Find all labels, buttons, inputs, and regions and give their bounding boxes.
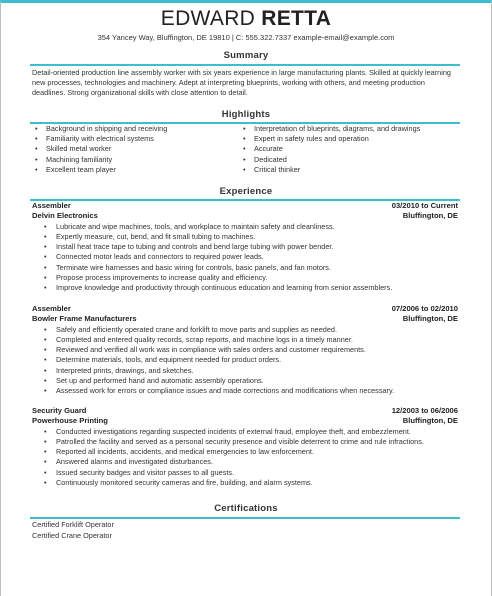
summary-text: Detail-oriented production line assembly worker with six years experience in large manufacturing plants. Skilled at quickly learning new processes, technologies and machinery. Adept at interpreting blueprints, working with others, and meeting production deadlines. Strong organizational skills with close attention to detail. xyxy=(32,68,451,98)
job-bullet: • Terminate wire harnesses and basic wiring for controls, basic panels, and fan motors. xyxy=(32,263,460,273)
job-title-row xyxy=(32,406,460,416)
job-role: Security Guard xyxy=(32,406,87,415)
highlight-item: • Excellent team player xyxy=(32,165,167,175)
job-bullet: • Completed and entered quality records, scrap reports, and machine logs in a timely manner. xyxy=(32,335,460,345)
highlight-item: • Machining familiarity xyxy=(32,155,167,165)
job-bullet: • Install heat trace tape to tubing and controls and bend large tubing with power bender. xyxy=(32,242,460,252)
job-bullet: • Connected motor leads and connectors to required power leads. xyxy=(32,252,460,262)
job-bullet: • Lubricate and wipe machines, tools, and workplace to maintain safety and cleanliness. xyxy=(32,222,460,232)
job-company: Powerhouse Printing xyxy=(32,416,108,425)
job-bullets xyxy=(32,222,460,293)
job-dates: 07/2006 to 02/2010 xyxy=(391,304,458,313)
highlight-item: • Background in shipping and receiving xyxy=(32,124,167,134)
job-title-row xyxy=(32,304,460,314)
highlight-item: • Dedicated xyxy=(240,155,420,165)
certification-item: Certified Crane Operator xyxy=(32,531,112,540)
highlights-left-list xyxy=(32,124,167,175)
contact-line: 354 Yancey Way, Bluffington, DE 19810 | C: 555.322.7337 example-email@example.com xyxy=(97,33,395,42)
job-location: Bluffington, DE xyxy=(402,211,458,220)
job-bullet: • Continuously monitored security cameras and fire, building, and alarm systems. xyxy=(32,478,460,488)
job-company-row xyxy=(32,416,460,426)
job-bullet: • Determine materials, tools, and equipment needed for product orders. xyxy=(32,355,460,365)
job-role: Assembler xyxy=(32,304,71,313)
job-bullets xyxy=(32,427,460,488)
job-role: Assembler xyxy=(32,201,71,210)
candidate-name xyxy=(0,7,492,31)
summary-heading: Summary xyxy=(223,50,269,61)
job-company-row xyxy=(32,211,460,221)
job-bullet: • Reviewed and verified all work was in compliance with sales orders and customer requirements. xyxy=(32,345,460,355)
last-name: RETTA xyxy=(261,7,332,30)
certifications-heading: Certifications xyxy=(214,503,278,514)
job-dates: 12/2003 to 06/2006 xyxy=(391,406,458,415)
highlight-item: • Critical thinker xyxy=(240,165,420,175)
job-title-row xyxy=(32,201,460,211)
job-bullets xyxy=(32,325,460,396)
job-bullet: • Answered alarms and investigated disturbances. xyxy=(32,457,460,467)
job-company-row xyxy=(32,314,460,324)
job-bullet: • Issued security badges and visitor passes to all guests. xyxy=(32,468,460,478)
job-bullet: • Propose process improvements to increase quality and efficiency. xyxy=(32,273,460,283)
job-bullet: • Reported all incidents, accidents, and medical emergencies to law enforcement. xyxy=(32,447,460,457)
highlight-item: • Accurate xyxy=(240,144,420,154)
summary-rule xyxy=(30,64,460,66)
job-bullet: • Conducted investigations regarding suspected incidents of external fraud, employee theft, and embezzlement. xyxy=(32,427,460,437)
job-dates: 03/2010 to Current xyxy=(391,201,458,210)
job-bullet: • Interpreted prints, drawings, and sketches. xyxy=(32,366,460,376)
job-location: Bluffington, DE xyxy=(402,416,458,425)
job-bullet: • Safely and efficiently operated crane and forklift to move parts and supplies as needed. xyxy=(32,325,460,335)
highlight-item: • Skilled metal worker xyxy=(32,144,167,154)
job-bullet: • Expertly measure, cut, bend, and fit small tubing to machines. xyxy=(32,232,460,242)
highlight-item: • Expert in safety rules and operation xyxy=(240,134,420,144)
job-bullet: • Patrolled the facility and served as a personal security presence and visible deterrent to crime and rule infractions. xyxy=(32,437,460,447)
certification-item: Certified Forklift Operator xyxy=(32,520,114,529)
job-company: Delvin Electronics xyxy=(32,211,98,220)
certifications-rule xyxy=(30,517,460,519)
job-bullet: • Assessed work for errors or compliance issues and made corrections and modifications when necessary. xyxy=(32,386,460,396)
highlight-item: • Familiarity with electrical systems xyxy=(32,134,167,144)
job-company: Bowler Frame Manufacturers xyxy=(32,314,137,323)
job-location: Bluffington, DE xyxy=(402,314,458,323)
experience-heading: Experience xyxy=(219,186,273,197)
highlights-heading: Highlights xyxy=(221,109,271,120)
job-bullet: • Set up and performed hand and automatic assembly operations. xyxy=(32,376,460,386)
first-name: EDWARD xyxy=(160,7,256,30)
highlights-right-list xyxy=(240,124,420,175)
highlight-item: • Interpretation of blueprints, diagrams, and drawings xyxy=(240,124,420,134)
job-bullet: • Improve knowledge and productivity through continuous education and learning from senior assemblers. xyxy=(32,283,460,293)
